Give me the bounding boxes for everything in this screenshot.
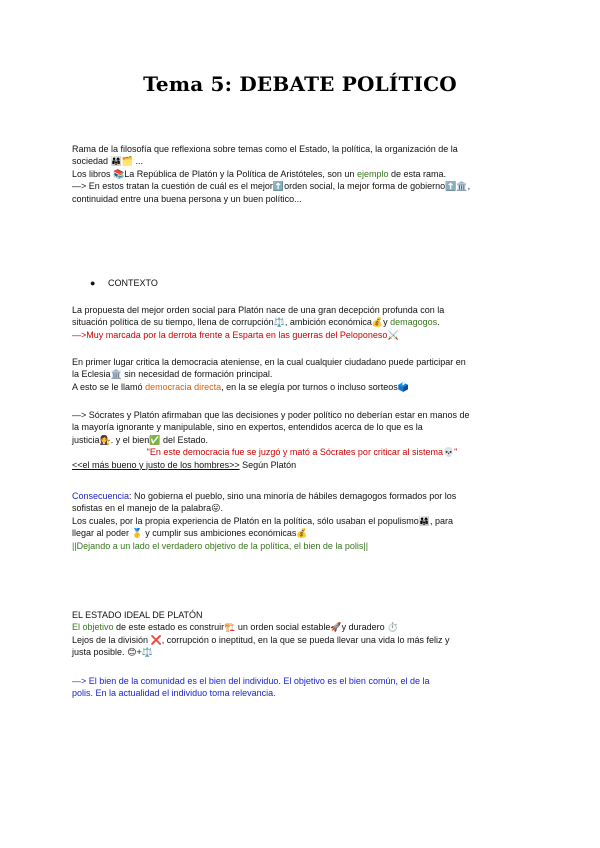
folder-icon: 🗂️ <box>121 156 133 167</box>
swords-icon: ⚔️ <box>387 329 399 340</box>
skull-icon: 💀 <box>442 447 455 458</box>
rocket-icon: 🚀 <box>330 622 342 633</box>
scales-icon: ⚖️ <box>141 647 153 658</box>
estado-heading: EL ESTADO IDEAL DE PLATÓN <box>72 610 203 620</box>
bullet-dot-icon: ● <box>90 278 96 288</box>
up-arrow-icon: ⬆️ <box>445 181 457 192</box>
intro-line-2: sociedad 👨‍👩‍👧🗂️ ... <box>72 156 144 167</box>
timer-icon: ⏱️ <box>387 622 399 633</box>
tongue-face-icon: 😛 <box>211 503 221 514</box>
context-paragraph-2: En primer lugar critica la democracia ateniense, en la cual cualquier ciudadano puede participar en la Eclesia🏛️ sin necesidad de formación principal. A esto se le llamó democracia directa, en la se elegía por turnos o incluso sorteos🗳️ <box>72 357 466 392</box>
medal-icon: 🥇 <box>131 528 143 539</box>
bank-icon: 🏛️ <box>110 369 122 380</box>
family-icon: 👨‍👩‍👧 <box>418 515 430 526</box>
money-icon: 💰 <box>296 528 308 539</box>
consecuencia-label: Consecuencia <box>72 491 130 501</box>
context-paragraph-3: —> Sócrates y Platón afirmaban que las decisiones y poder político no deberían estar en manos de la mayoría ignorante y manipulable, sino en expertos, entendidos acerca de lo que es la justicia👩‍⚖️. y el bien✅ del Estado. "En este democracia fue se juzgó y mató a Sócrates por criticar al sistema💀" <<el más bueno y justo de los hombres>> Según Platón <box>72 409 532 471</box>
socrates-quote: "En este democracia fue se juzgó y mató a Sócrates por criticar al sistema💀" <box>146 447 458 458</box>
family-icon: 👨‍👩‍👧 <box>110 156 122 167</box>
check-icon: ✅ <box>149 434 161 445</box>
estado-ideal-section: EL ESTADO IDEAL DE PLATÓN El objetivo de este estado es construir🏗️ un orden social estable🚀y duradero ⏱️ Lejos de la división ❌, corrupción o ineptitud, en la que se pueda llevar una vida lo más feliz y justa posible. 😊+⚖️ <box>72 609 532 659</box>
plato-quote: <<el más bueno y justo de los hombres>> <box>72 459 240 470</box>
ballot-box-icon: 🗳️ <box>397 381 409 392</box>
bien-comun-paragraph: —> El bien de la comunidad es el bien del individuo. El objetivo es el bien común, el de la polis. En la actualidad el individuo toma relevancia. <box>72 676 430 699</box>
intro-line-4: —> En estos tratan la cuestión de cuál es el mejor⬆️orden social, la mejor forma de gobierno⬆️🏛️, <box>72 181 471 192</box>
contexto-label: CONTEXTO <box>108 278 158 288</box>
intro-line-3: Los libros 📚La República de Platón y la Política de Aristóteles, son un ejemplo de esta rama. <box>72 168 447 179</box>
intro-line-1: Rama de la filosofía que reflexiona sobre temas como el Estado, la política, la organización de la <box>72 144 458 154</box>
intro-line-5: continuidad entre una buena persona y un buen político... <box>72 193 302 204</box>
money-icon: 💰 <box>371 317 384 328</box>
cross-icon: ❌ <box>150 634 162 645</box>
consequence-paragraph: Consecuencia: No gobierna el pueblo, sino una minoría de hábiles demagogos formados por los sofistas en el manejo de la palabra😛. Los cuales, por la propia experiencia de Platón en la política, sólo usaban el populismo👨‍👩‍👧, para llegar al poder 🥇 y cumplir sus ambiciones económicas💰 ||Dejando a un lado el verdadero objetivo de la política, el bien de la polis|| <box>72 491 457 551</box>
context-paragraph-1: La propuesta del mejor orden social para Platón nace de una gran decepción profunda con la situación política de su tiempo, llena de corrupción⚖️, ambición económica💰y demagogos. —>Muy marcada por la derrota frente a Esparta en las guerras del Peloponeso⚔️ <box>72 305 445 340</box>
up-arrow-icon: ⬆️ <box>272 181 285 192</box>
happy-face-icon: 😊 <box>127 647 137 658</box>
page-title: Tema 5: DEBATE POLÍTICO <box>143 72 457 96</box>
intro-paragraph <box>72 143 532 205</box>
judge-icon: 👩‍⚖️ <box>99 434 111 445</box>
books-icon: 📚 <box>113 168 125 179</box>
scales-icon: ⚖️ <box>273 317 285 328</box>
bank-icon: 🏛️ <box>456 181 468 192</box>
construction-icon: 🏗️ <box>224 622 236 633</box>
